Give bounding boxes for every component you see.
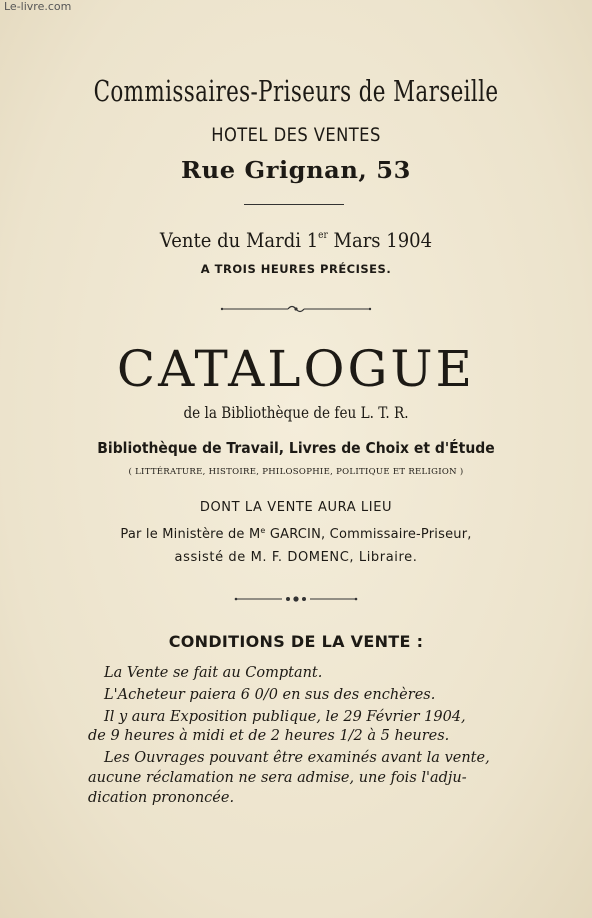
subjects-line: ( LITTÉRATURE, HISTOIRE, PHILOSOPHIE, POLITIQUE ET RELIGION ) (128, 467, 464, 477)
watermark: Le-livre.com (4, 0, 72, 13)
ornament-divider-top (0, 302, 592, 316)
condition-line: L'Acheteur paiera 6 0/0 en sus des enchères. (104, 687, 436, 703)
condition-line: Il y aura Exposition publique, le 29 Février 1904, (104, 709, 466, 725)
header-address: Rue Grignan, 53 (181, 157, 411, 184)
condition-line: Les Ouvrages pouvant être examinés avant la vente, (104, 750, 490, 766)
sale-notice: DONT LA VENTE AURA LIEU (199, 500, 393, 515)
ministry-line: Par le Ministère de Me GARCIN, Commissaire-Priseur, (120, 526, 472, 542)
condition-line: dication prononcée. (88, 790, 235, 806)
assisted-line: assisté de M. F. DOMENC, Libraire. (174, 550, 418, 565)
divider-rule (244, 204, 344, 205)
library-line: de la Bibliothèque de feu L. T. R. (183, 403, 409, 422)
condition-line: La Vente se fait au Comptant. (104, 665, 323, 681)
catalogue-title: CATALOGUE (116, 340, 476, 398)
header-title: Commissaires-Priseurs de Marseille (93, 74, 499, 108)
sale-time: A TROIS HEURES PRÉCISES. (200, 262, 392, 276)
header-subtitle: HOTEL DES VENTES (211, 124, 381, 146)
conditions-title: CONDITIONS DE LA VENTE : (168, 632, 424, 651)
condition-line: de 9 heures à midi et de 2 heures 1/2 à 5 heures. (88, 728, 450, 744)
condition-line: aucune réclamation ne sera admise, une fois l'adju- (88, 770, 467, 786)
ornament-divider-bottom (0, 592, 592, 606)
sale-date: Vente du Mardi 1er Mars 1904 (159, 228, 433, 252)
description-line: Bibliothèque de Travail, Livres de Choix et d'Étude (97, 439, 495, 457)
